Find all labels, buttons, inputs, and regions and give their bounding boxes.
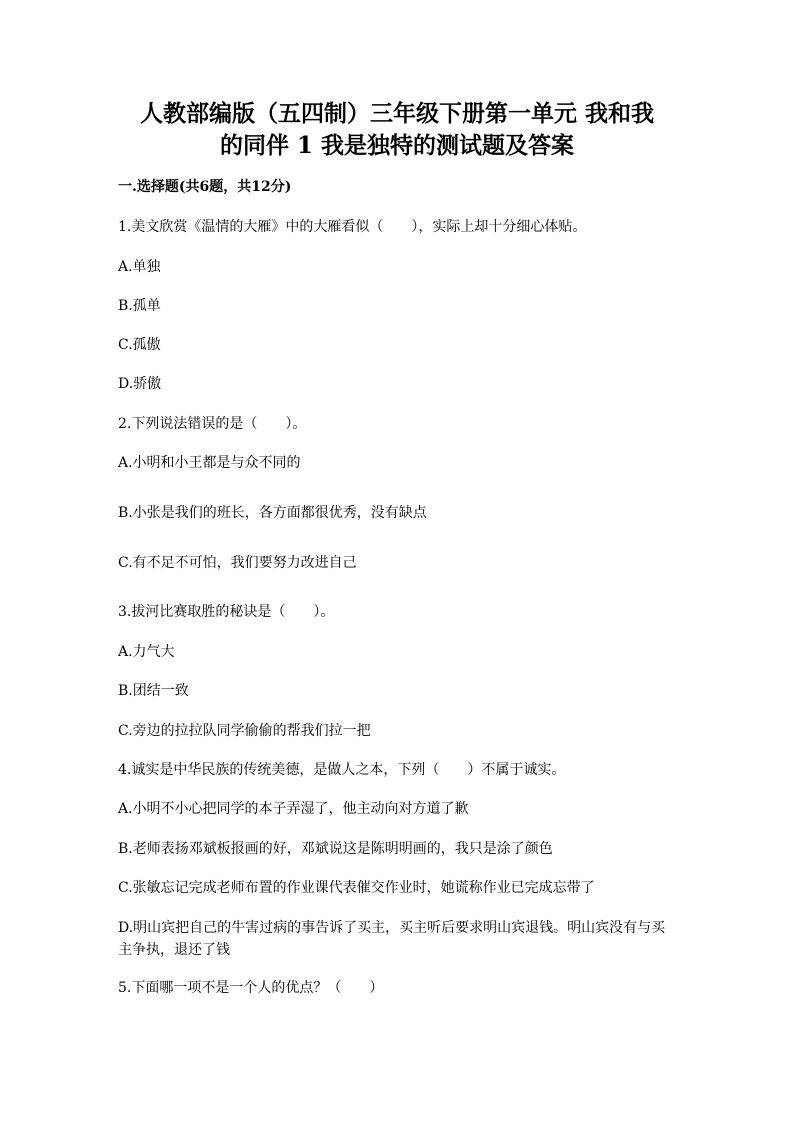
question-3-option-c: C.旁边的拉拉队同学偷偷的帮我们拉一把 bbox=[118, 723, 371, 739]
question-4-option-a: A.小明不小心把同学的本子弄湿了，他主动向对方道了歉 bbox=[118, 801, 469, 817]
question-2-option-a: A.小明和小王都是与众不同的 bbox=[118, 455, 301, 471]
section-heading: 一.选择题(共6题，共12分) bbox=[118, 179, 292, 195]
document-title-line-1: 人教部编版（五四制）三年级下册第一单元 我和我 bbox=[139, 100, 654, 127]
question-3-option-a: A.力气大 bbox=[118, 644, 175, 660]
question-1-option-a: A.单独 bbox=[118, 259, 161, 275]
question-4-option-c: C.张敏忘记完成老师布置的作业课代表催交作业时，她谎称作业已完成忘带了 bbox=[118, 880, 595, 896]
question-1-stem: 1.美文欣赏《温情的大雁》中的大雁看似（ ），实际上却十分细心体贴。 bbox=[118, 219, 587, 235]
question-1-option-c: C.孤傲 bbox=[118, 337, 161, 353]
question-2-option-b: B.小张是我们的班长，各方面都很优秀，没有缺点 bbox=[118, 505, 427, 521]
question-5-stem: 5.下面哪一项不是一个人的优点？（ ） bbox=[118, 980, 384, 996]
question-3-option-b: B.团结一致 bbox=[118, 683, 189, 699]
document-title-line-2: 的同伴 1 我是独特的测试题及答案 bbox=[219, 132, 575, 159]
question-1-option-b: B.孤单 bbox=[118, 298, 161, 314]
question-2-option-c: C.有不足不可怕，我们要努力改进自己 bbox=[118, 555, 357, 571]
question-3-stem: 3.拔河比赛取胜的秘诀是（ ）。 bbox=[118, 604, 335, 620]
question-4-option-d: D.明山宾把自己的牛害过病的事告诉了买主，买主听后要求明山宾退钱。明山宾没有与买主争执，退还了钱 bbox=[118, 920, 666, 958]
question-4-option-b: B.老师表扬邓斌板报画的好，邓斌说这是陈明明画的，我只是涂了颜色 bbox=[118, 841, 553, 857]
question-1-option-d: D.骄傲 bbox=[118, 376, 162, 392]
question-2-stem: 2.下列说法错误的是（ ）。 bbox=[118, 416, 307, 432]
question-4-stem: 4.诚实是中华民族的传统美德，是做人之本，下列（ ）不属于诚实。 bbox=[118, 762, 566, 778]
